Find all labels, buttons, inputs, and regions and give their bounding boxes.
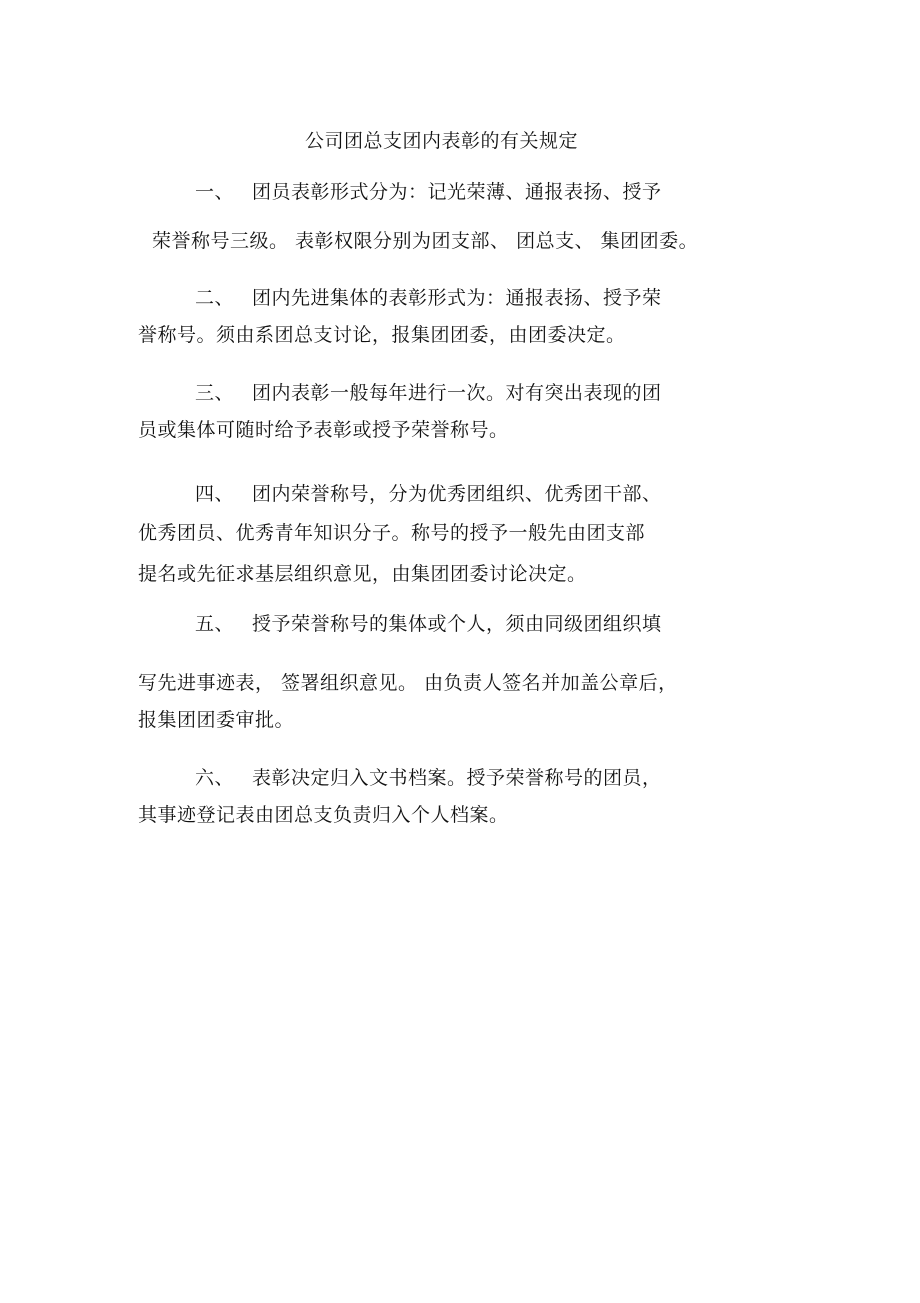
section-3-line-1: 团内表彰一般每年进行一次。对有突出表现的团 bbox=[252, 382, 662, 404]
section-5-line-3: 报集团团委审批。 bbox=[138, 709, 295, 731]
section-6-line-1: 表彰决定归入文书档案。授予荣誉称号的团员， bbox=[252, 767, 662, 789]
section-5-line-1: 授予荣誉称号的集体或个人，须由同级团组织填 bbox=[252, 613, 662, 635]
section-2-number: 二、 bbox=[195, 287, 235, 309]
document-title: 公司团总支团内表彰的有关规定 bbox=[305, 130, 579, 152]
section-5-line-2: 写先进事迹表， 签署组织意见。 由负责人签名并加盖公章后， bbox=[138, 672, 678, 694]
section-4-number: 四、 bbox=[195, 483, 235, 505]
section-5-number: 五、 bbox=[195, 613, 235, 635]
section-6-line-2: 其事迹登记表由团总支负责归入个人档案。 bbox=[138, 804, 509, 826]
section-1-line-2: 荣誉称号三级。 表彰权限分别为团支部、 团总支、 集团团委。 bbox=[152, 230, 699, 252]
section-6-number: 六、 bbox=[195, 767, 235, 789]
section-4-line-1: 团内荣誉称号，分为优秀团组织、优秀团干部、 bbox=[252, 483, 662, 505]
section-2-line-2: 誉称号。须由系团总支讨论，报集团团委，由团委决定。 bbox=[138, 324, 626, 346]
section-3-number: 三、 bbox=[195, 382, 235, 404]
section-2-line-1: 团内先进集体的表彰形式为：通报表扬、授予荣 bbox=[252, 287, 662, 309]
section-3-line-2: 员或集体可随时给予表彰或授予荣誉称号。 bbox=[138, 419, 509, 441]
section-4-line-3: 提名或先征求基层组织意见，由集团团委讨论决定。 bbox=[138, 563, 587, 585]
section-1-line-1: 团员表彰形式分为：记光荣薄、通报表扬、授予 bbox=[252, 181, 662, 203]
section-4-line-2: 优秀团员、优秀青年知识分子。称号的授予一般先由团支部 bbox=[138, 522, 646, 544]
section-1-number: 一、 bbox=[195, 181, 235, 203]
